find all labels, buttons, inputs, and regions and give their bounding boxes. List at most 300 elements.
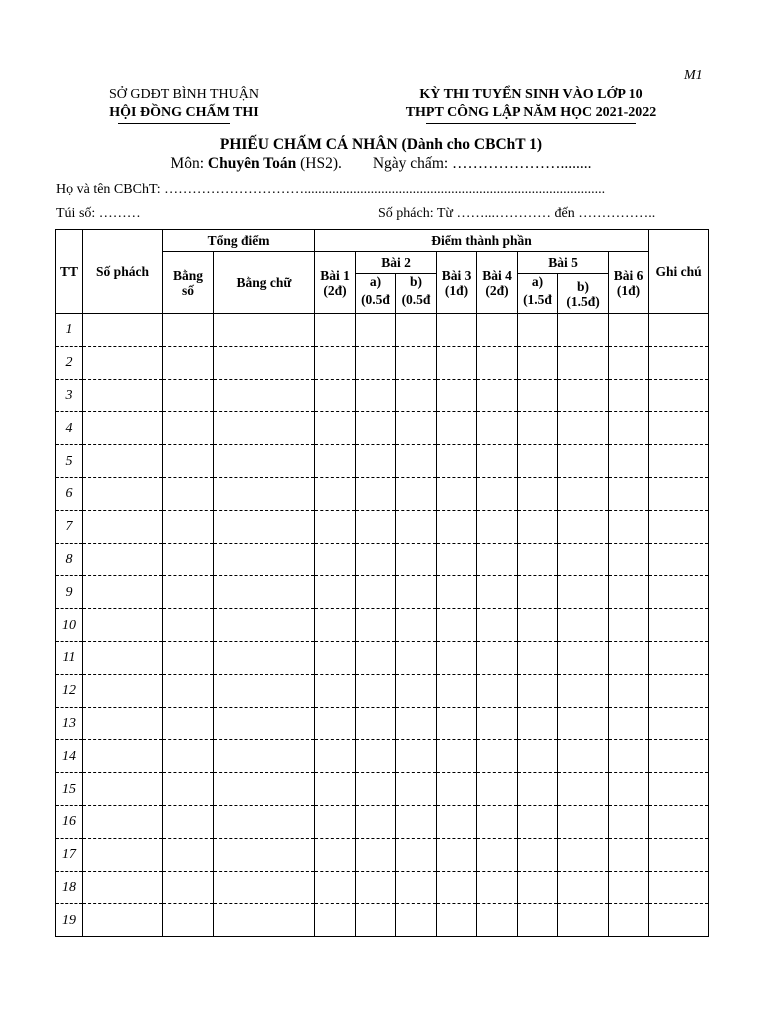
cell-bang-chu[interactable] [214, 543, 315, 576]
cell-bai3[interactable] [437, 543, 477, 576]
cell-bai4[interactable] [477, 904, 518, 937]
cell-bai3[interactable] [437, 805, 477, 838]
cell-bai6[interactable] [609, 477, 649, 510]
cell-bai2b[interactable] [396, 346, 437, 379]
cell-bai6[interactable] [609, 412, 649, 445]
cell-bai6[interactable] [609, 510, 649, 543]
row-number: 5 [56, 445, 83, 478]
cell-bai2a[interactable] [356, 773, 396, 806]
cell-bai5b[interactable] [558, 346, 609, 379]
header-left-underline [118, 123, 230, 124]
cell-ghi-chu[interactable] [649, 314, 709, 347]
table-row [56, 314, 709, 347]
table-row [56, 609, 709, 642]
cell-bai2b[interactable] [396, 543, 437, 576]
cell-bai5b[interactable] [558, 609, 609, 642]
cell-bai2b[interactable] [396, 379, 437, 412]
cell-bai3[interactable] [437, 674, 477, 707]
cell-bai2a[interactable] [356, 641, 396, 674]
cell-bai2b[interactable] [396, 871, 437, 904]
bai2b-label: b) [410, 274, 423, 289]
header-diem-thanh-phan: Điểm thành phần [315, 230, 649, 252]
cell-bai2b[interactable] [396, 904, 437, 937]
cell-so-phach[interactable] [83, 641, 163, 674]
cell-bai1[interactable] [315, 838, 356, 871]
cell-bang-so[interactable] [163, 477, 214, 510]
grading-date: Ngày chấm: …………………........ [341, 155, 592, 172]
cell-bai3[interactable] [437, 477, 477, 510]
cell-bai2a[interactable] [356, 904, 396, 937]
cell-bang-chu[interactable] [214, 740, 315, 773]
cell-bang-so[interactable] [163, 510, 214, 543]
cell-bang-so[interactable] [163, 379, 214, 412]
cell-bai4[interactable] [477, 805, 518, 838]
row-number: 3 [56, 379, 83, 412]
cell-bai5b[interactable] [558, 576, 609, 609]
table-row [56, 707, 709, 740]
cell-bang-chu[interactable] [214, 805, 315, 838]
cell-bai3[interactable] [437, 641, 477, 674]
cell-bai5b[interactable] [558, 674, 609, 707]
table-row [56, 871, 709, 904]
header-bai1 [315, 252, 356, 314]
cell-bang-so[interactable] [163, 871, 214, 904]
cell-bai2b[interactable] [396, 576, 437, 609]
row-number: 17 [56, 838, 83, 871]
header-bai3 [437, 252, 477, 314]
cell-ghi-chu[interactable] [649, 510, 709, 543]
row-number: 16 [56, 805, 83, 838]
table-row [56, 445, 709, 478]
subject-name: Chuyên Toán [207, 155, 297, 172]
cell-so-phach[interactable] [83, 838, 163, 871]
cell-bai5a[interactable] [518, 773, 558, 806]
cell-bai6[interactable] [609, 379, 649, 412]
cell-bai6[interactable] [609, 871, 649, 904]
cell-bai5a[interactable] [518, 412, 558, 445]
cell-bai5a[interactable] [518, 510, 558, 543]
cell-bai1[interactable] [315, 609, 356, 642]
cell-ghi-chu[interactable] [649, 674, 709, 707]
cell-bai2b[interactable] [396, 674, 437, 707]
cell-bai4[interactable] [477, 707, 518, 740]
cell-bang-so[interactable] [163, 838, 214, 871]
cell-bai6[interactable] [609, 740, 649, 773]
cell-bai6[interactable] [609, 674, 649, 707]
cell-bai4[interactable] [477, 510, 518, 543]
cell-bai2b[interactable] [396, 641, 437, 674]
cell-bai4[interactable] [477, 543, 518, 576]
cell-bai2a[interactable] [356, 543, 396, 576]
cell-ghi-chu[interactable] [649, 346, 709, 379]
cell-bai2a[interactable] [356, 346, 396, 379]
header-bai4 [477, 252, 518, 314]
cell-bai6[interactable] [609, 904, 649, 937]
bai1-points: (2đ) [323, 282, 347, 298]
cell-so-phach[interactable] [83, 445, 163, 478]
cell-bai2a[interactable] [356, 576, 396, 609]
cell-bai1[interactable] [315, 379, 356, 412]
cell-bang-chu[interactable] [214, 314, 315, 347]
cell-bai5b[interactable] [558, 904, 609, 937]
row-number: 9 [56, 576, 83, 609]
header-ghi-chu: Ghi chú [649, 230, 709, 314]
cell-bai5a[interactable] [518, 543, 558, 576]
cell-bang-so[interactable] [163, 609, 214, 642]
cell-so-phach[interactable] [83, 773, 163, 806]
cell-bai5a[interactable] [518, 838, 558, 871]
cell-bai5a[interactable] [518, 871, 558, 904]
cell-bai1[interactable] [315, 314, 356, 347]
cell-bang-so[interactable] [163, 412, 214, 445]
header-bai6 [609, 252, 649, 314]
table-row [56, 412, 709, 445]
cell-bai2a[interactable] [356, 379, 396, 412]
cell-bai5b[interactable] [558, 805, 609, 838]
cell-bang-chu[interactable] [214, 674, 315, 707]
cell-bai5b[interactable] [558, 871, 609, 904]
grader-name-line: Họ và tên CBChT: …………………………...................................................................................... [56, 182, 606, 197]
cell-bai4[interactable] [477, 379, 518, 412]
cell-bai4[interactable] [477, 412, 518, 445]
table-row [56, 773, 709, 806]
cell-bai1[interactable] [315, 412, 356, 445]
cell-bai3[interactable] [437, 379, 477, 412]
cell-bai1[interactable] [315, 543, 356, 576]
cell-bai5a[interactable] [518, 707, 558, 740]
cell-bang-chu[interactable] [214, 707, 315, 740]
cell-bai2a[interactable] [356, 609, 396, 642]
row-number: 1 [56, 314, 83, 347]
cell-so-phach[interactable] [83, 412, 163, 445]
cell-so-phach[interactable] [83, 740, 163, 773]
row-number: 8 [56, 543, 83, 576]
code-range-line: Số phách: Từ ……...………… đến …………….. [378, 206, 656, 221]
school-year: THPT CÔNG LẬP NĂM HỌC 2021-2022 [405, 105, 657, 120]
cell-bang-chu[interactable] [214, 641, 315, 674]
cell-so-phach[interactable] [83, 707, 163, 740]
cell-bai6[interactable] [609, 445, 649, 478]
cell-ghi-chu[interactable] [649, 740, 709, 773]
cell-bai2b[interactable] [396, 805, 437, 838]
cell-bai1[interactable] [315, 707, 356, 740]
cell-bai5b[interactable] [558, 740, 609, 773]
table-row [56, 674, 709, 707]
cell-bai2b[interactable] [396, 838, 437, 871]
cell-bai2a[interactable] [356, 445, 396, 478]
bai6-label: Bài 6 [613, 267, 644, 283]
cell-bai5a[interactable] [518, 740, 558, 773]
cell-bai3[interactable] [437, 510, 477, 543]
cell-bai2a[interactable] [356, 477, 396, 510]
row-number: 4 [56, 412, 83, 445]
cell-ghi-chu[interactable] [649, 609, 709, 642]
cell-bai4[interactable] [477, 871, 518, 904]
cell-ghi-chu[interactable] [649, 838, 709, 871]
cell-bai1[interactable] [315, 641, 356, 674]
cell-bang-chu[interactable] [214, 576, 315, 609]
cell-bai5b[interactable] [558, 477, 609, 510]
cell-bai5a[interactable] [518, 314, 558, 347]
cell-bai4[interactable] [477, 674, 518, 707]
cell-bai6[interactable] [609, 576, 649, 609]
row-number: 14 [56, 740, 83, 773]
cell-so-phach[interactable] [83, 477, 163, 510]
header-right [378, 86, 684, 122]
cell-ghi-chu[interactable] [649, 412, 709, 445]
cell-bai1[interactable] [315, 510, 356, 543]
cell-ghi-chu[interactable] [649, 379, 709, 412]
cell-bang-chu[interactable] [214, 510, 315, 543]
cell-ghi-chu[interactable] [649, 477, 709, 510]
cell-ghi-chu[interactable] [649, 576, 709, 609]
cell-bang-so[interactable] [163, 674, 214, 707]
subject-line [0, 155, 762, 173]
header-tong-diem: Tổng điểm [163, 230, 315, 252]
cell-so-phach[interactable] [83, 904, 163, 937]
table-row [56, 641, 709, 674]
cell-bang-so[interactable] [163, 707, 214, 740]
cell-bai5b[interactable] [558, 412, 609, 445]
cell-bai1[interactable] [315, 445, 356, 478]
table-row [56, 838, 709, 871]
header-bai2b [396, 274, 437, 314]
cell-bai3[interactable] [437, 707, 477, 740]
cell-bai5a[interactable] [518, 379, 558, 412]
cell-bai2a[interactable] [356, 871, 396, 904]
cell-bang-chu[interactable] [214, 609, 315, 642]
cell-bang-chu[interactable] [214, 904, 315, 937]
bag-number-line: Túi số: ……… [56, 206, 141, 221]
cell-bai5b[interactable] [558, 773, 609, 806]
cell-bai4[interactable] [477, 773, 518, 806]
bai6-points: (1đ) [616, 282, 641, 298]
row-number: 7 [56, 510, 83, 543]
cell-so-phach[interactable] [83, 543, 163, 576]
header-bang-chu: Bằng chữ [214, 252, 315, 314]
cell-bai2a[interactable] [356, 412, 396, 445]
cell-bai4[interactable] [477, 609, 518, 642]
bai5a-points: (1.5đ [523, 292, 552, 307]
cell-ghi-chu[interactable] [649, 707, 709, 740]
cell-bai2a[interactable] [356, 838, 396, 871]
cell-bai5a[interactable] [518, 477, 558, 510]
cell-ghi-chu[interactable] [649, 543, 709, 576]
cell-bai3[interactable] [437, 773, 477, 806]
cell-bai4[interactable] [477, 576, 518, 609]
cell-bang-chu[interactable] [214, 445, 315, 478]
subject-label: Môn: [170, 155, 208, 172]
cell-bai3[interactable] [437, 904, 477, 937]
cell-ghi-chu[interactable] [649, 805, 709, 838]
cell-bai2a[interactable] [356, 805, 396, 838]
cell-bai1[interactable] [315, 773, 356, 806]
grading-table [55, 229, 709, 937]
header-bai2: Bài 2 [356, 252, 437, 274]
council-name: HỘI ĐỒNG CHẤM THI [109, 105, 259, 120]
table-row [56, 904, 709, 937]
cell-bai6[interactable] [609, 805, 649, 838]
cell-bai5b[interactable] [558, 510, 609, 543]
cell-bai5a[interactable] [518, 674, 558, 707]
cell-bai1[interactable] [315, 805, 356, 838]
cell-bai4[interactable] [477, 314, 518, 347]
cell-bang-so[interactable] [163, 773, 214, 806]
cell-bang-so[interactable] [163, 314, 214, 347]
cell-bai2b[interactable] [396, 412, 437, 445]
cell-bang-chu[interactable] [214, 346, 315, 379]
cell-bai3[interactable] [437, 445, 477, 478]
cell-bai5b[interactable] [558, 641, 609, 674]
cell-bai6[interactable] [609, 609, 649, 642]
cell-bai5b[interactable] [558, 543, 609, 576]
cell-bai2b[interactable] [396, 510, 437, 543]
cell-so-phach[interactable] [83, 346, 163, 379]
cell-ghi-chu[interactable] [649, 871, 709, 904]
cell-bai2b[interactable] [396, 445, 437, 478]
cell-bang-so[interactable] [163, 805, 214, 838]
bai2a-points: (0.5đ [361, 292, 390, 307]
cell-bai4[interactable] [477, 477, 518, 510]
cell-bai5a[interactable] [518, 346, 558, 379]
cell-bang-so[interactable] [163, 346, 214, 379]
cell-bai4[interactable] [477, 740, 518, 773]
cell-bai5b[interactable] [558, 445, 609, 478]
cell-bang-so[interactable] [163, 543, 214, 576]
cell-so-phach[interactable] [83, 805, 163, 838]
cell-bai3[interactable] [437, 838, 477, 871]
cell-so-phach[interactable] [83, 609, 163, 642]
cell-bai3[interactable] [437, 314, 477, 347]
header-tt: TT [56, 230, 83, 314]
cell-bang-chu[interactable] [214, 477, 315, 510]
cell-bai2a[interactable] [356, 740, 396, 773]
cell-bai6[interactable] [609, 641, 649, 674]
subject-code: (HS2). [296, 155, 342, 172]
cell-bai2a[interactable] [356, 510, 396, 543]
cell-bai4[interactable] [477, 445, 518, 478]
cell-so-phach[interactable] [83, 674, 163, 707]
cell-bai5b[interactable] [558, 838, 609, 871]
header-bai5a [518, 274, 558, 314]
cell-bang-chu[interactable] [214, 412, 315, 445]
row-number: 18 [56, 871, 83, 904]
bai3-label: Bài 3 [441, 267, 472, 283]
cell-bai5b[interactable] [558, 314, 609, 347]
cell-bai3[interactable] [437, 740, 477, 773]
cell-bai1[interactable] [315, 477, 356, 510]
cell-bai6[interactable] [609, 543, 649, 576]
header-bai5b [558, 274, 609, 314]
cell-bang-chu[interactable] [214, 838, 315, 871]
cell-bang-so[interactable] [163, 576, 214, 609]
cell-bang-chu[interactable] [214, 379, 315, 412]
table-row [56, 543, 709, 576]
cell-bang-chu[interactable] [214, 871, 315, 904]
cell-bai2b[interactable] [396, 740, 437, 773]
cell-bai2b[interactable] [396, 314, 437, 347]
cell-bai5a[interactable] [518, 576, 558, 609]
cell-bai2b[interactable] [396, 609, 437, 642]
cell-ghi-chu[interactable] [649, 773, 709, 806]
cell-bai5b[interactable] [558, 379, 609, 412]
cell-bai1[interactable] [315, 871, 356, 904]
cell-bai2a[interactable] [356, 674, 396, 707]
row-number: 19 [56, 904, 83, 937]
cell-so-phach[interactable] [83, 510, 163, 543]
cell-bai1[interactable] [315, 346, 356, 379]
cell-bang-so[interactable] [163, 904, 214, 937]
cell-bai6[interactable] [609, 707, 649, 740]
cell-so-phach[interactable] [83, 379, 163, 412]
cell-bai6[interactable] [609, 773, 649, 806]
row-number: 12 [56, 674, 83, 707]
cell-so-phach[interactable] [83, 871, 163, 904]
cell-bai2b[interactable] [396, 477, 437, 510]
cell-bai5a[interactable] [518, 904, 558, 937]
exam-name: KỲ THI TUYỂN SINH VÀO LỚP 10 [419, 87, 643, 102]
cell-bang-so[interactable] [163, 445, 214, 478]
cell-so-phach[interactable] [83, 314, 163, 347]
cell-bai5a[interactable] [518, 805, 558, 838]
cell-bai1[interactable] [315, 576, 356, 609]
cell-bai5a[interactable] [518, 641, 558, 674]
cell-bai1[interactable] [315, 740, 356, 773]
cell-bai2b[interactable] [396, 707, 437, 740]
cell-bai6[interactable] [609, 314, 649, 347]
cell-bai1[interactable] [315, 674, 356, 707]
cell-bai2a[interactable] [356, 314, 396, 347]
department-name: SỞ GDĐT BÌNH THUẬN [109, 87, 259, 102]
cell-bai5a[interactable] [518, 609, 558, 642]
cell-so-phach[interactable] [83, 576, 163, 609]
cell-bai3[interactable] [437, 346, 477, 379]
cell-bang-so[interactable] [163, 641, 214, 674]
cell-bai4[interactable] [477, 346, 518, 379]
cell-bai1[interactable] [315, 904, 356, 937]
bai3-points: (1đ) [444, 282, 469, 298]
cell-ghi-chu[interactable] [649, 445, 709, 478]
header-right-underline [426, 123, 636, 124]
bai4-points: (2đ) [485, 282, 509, 298]
table-row [56, 477, 709, 510]
cell-bang-chu[interactable] [214, 773, 315, 806]
bai5a-label: a) [531, 274, 544, 289]
cell-bai6[interactable] [609, 346, 649, 379]
cell-bai3[interactable] [437, 871, 477, 904]
cell-bang-so[interactable] [163, 740, 214, 773]
cell-bai6[interactable] [609, 838, 649, 871]
cell-bai5a[interactable] [518, 445, 558, 478]
bai5b-label: b) [577, 278, 590, 294]
table-row [56, 346, 709, 379]
cell-bai4[interactable] [477, 641, 518, 674]
cell-bai4[interactable] [477, 838, 518, 871]
cell-ghi-chu[interactable] [649, 641, 709, 674]
cell-bai3[interactable] [437, 609, 477, 642]
row-number: 13 [56, 707, 83, 740]
cell-bai3[interactable] [437, 576, 477, 609]
cell-bai2b[interactable] [396, 773, 437, 806]
row-number: 15 [56, 773, 83, 806]
cell-bai5b[interactable] [558, 707, 609, 740]
cell-bai3[interactable] [437, 412, 477, 445]
cell-ghi-chu[interactable] [649, 904, 709, 937]
bai2b-points: (0.5đ [401, 292, 431, 307]
row-number: 6 [56, 477, 83, 510]
bai5b-points: (1.5đ) [566, 293, 600, 309]
cell-bai2a[interactable] [356, 707, 396, 740]
